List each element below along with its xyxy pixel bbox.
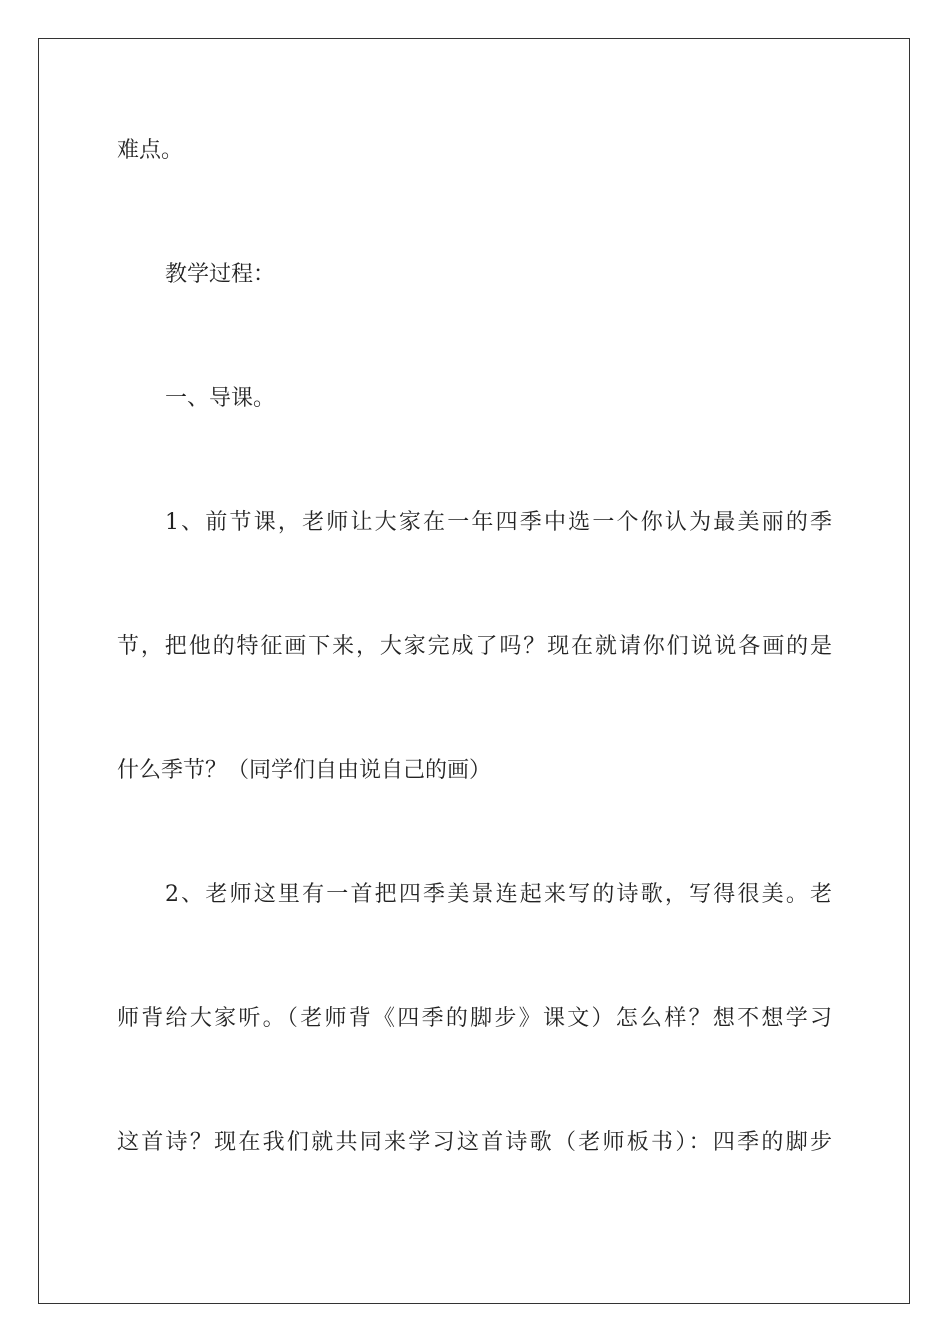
paragraph-2-line-3: 这首诗？现在我们就共同来学习这首诗歌（老师板书）：四季的脚步 — [117, 1130, 832, 1155]
paragraph-2-line-1: 2、老师这里有一首把四季美景连起来写的诗歌，写得很美。老 — [165, 882, 832, 907]
paragraph-1-line-3: 什么季节？（同学们自由说自己的画） — [117, 758, 492, 783]
subheading-introduction: 一、导课。 — [165, 386, 276, 411]
paragraph-1-line-1: 1、前节课，老师让大家在一年四季中选一个你认为最美丽的季 — [165, 510, 832, 535]
paragraph-2-line-2: 师背给大家听。（老师背《四季的脚步》课文）怎么样？想不想学习 — [117, 1006, 832, 1031]
text-line-1: 难点。 — [117, 138, 184, 163]
section-heading-teaching-process: 教学过程： — [165, 262, 276, 287]
page-border — [38, 38, 910, 1304]
paragraph-1-line-2: 节，把他的特征画下来，大家完成了吗？现在就请你们说说各画的是 — [117, 634, 832, 659]
